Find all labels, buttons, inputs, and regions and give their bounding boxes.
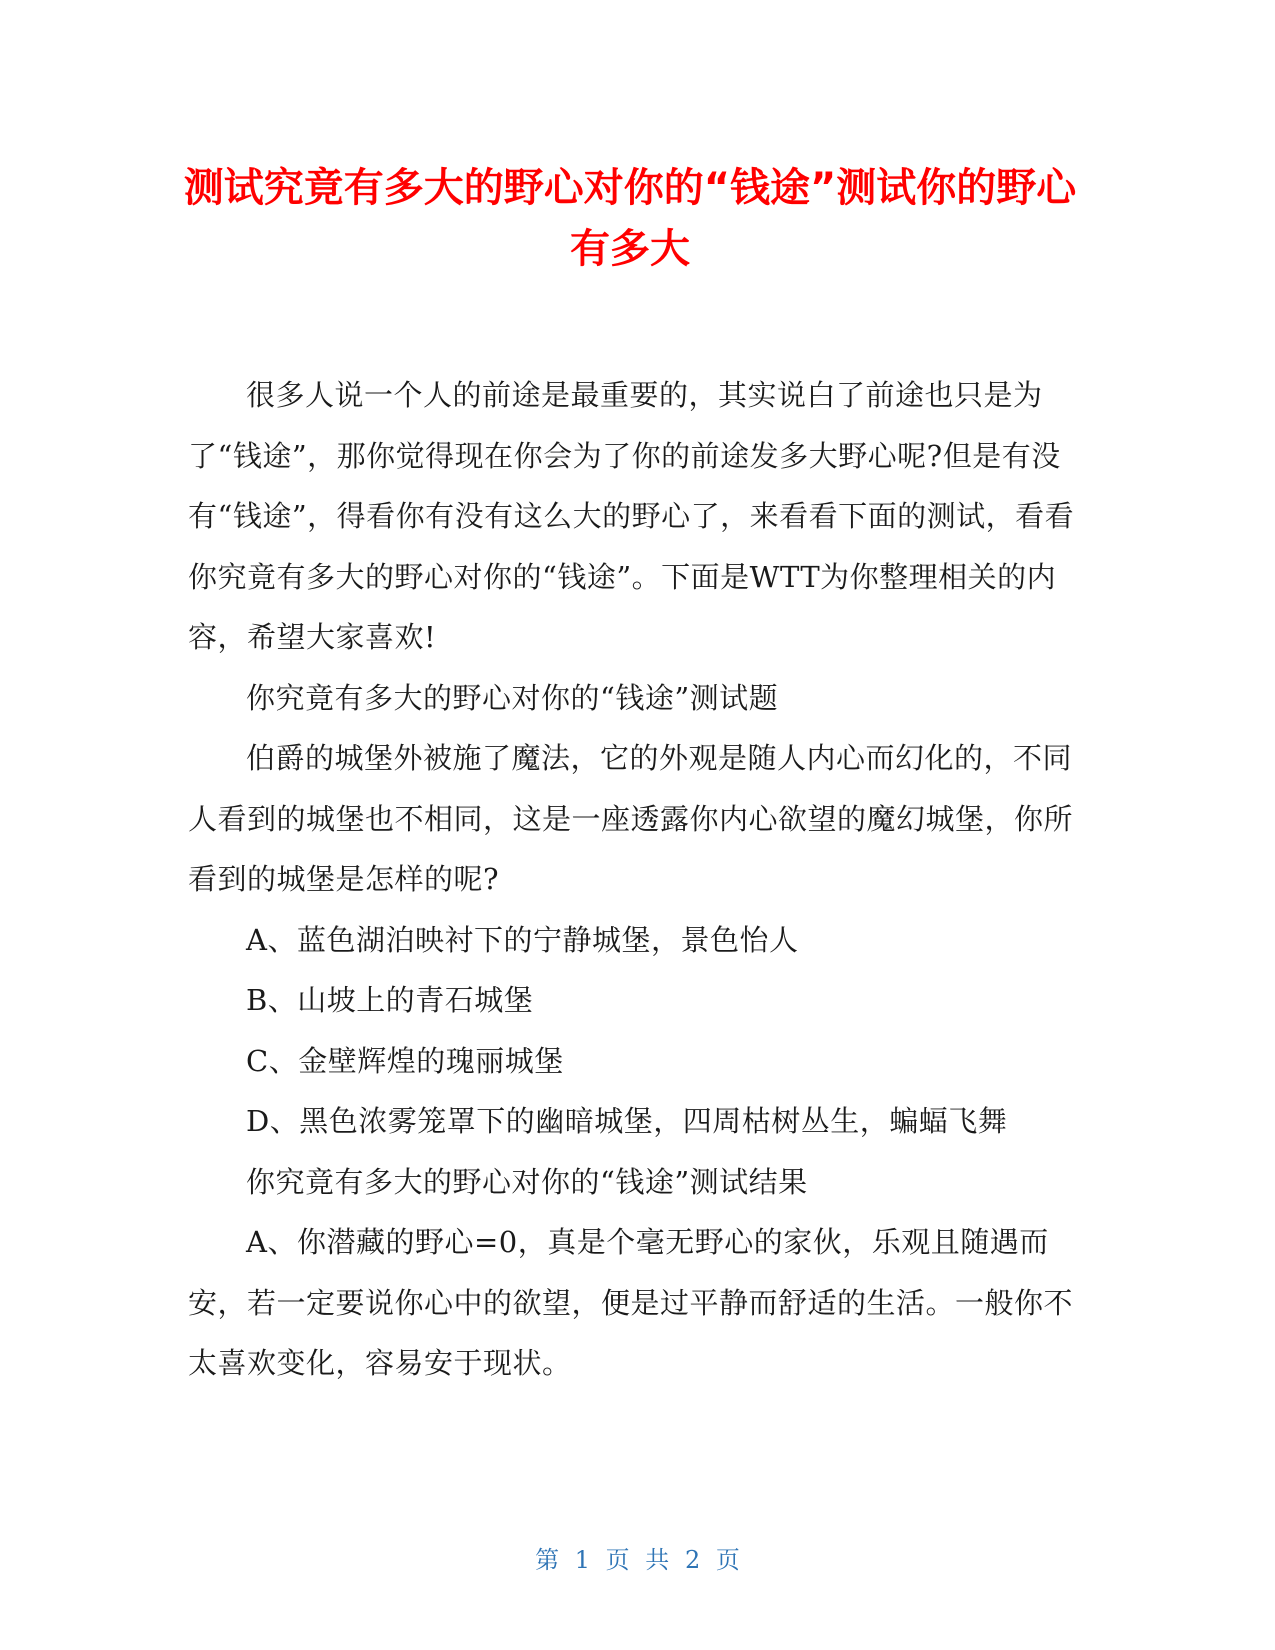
option-d: D、黑色浓雾笼罩下的幽暗城堡，四周枯树丛生，蝙蝠飞舞 xyxy=(246,1104,1008,1138)
result-a-paragraph: A、你潜藏的野心=0，真是个毫无野心的家伙，乐观且随遇而安，若一定要说你心中的欲望，便是过平静而舒适的生活。一般你不太喜欢变化，容易安于现状。 xyxy=(188,1225,1074,1380)
page-number-footer: 第 1 页 共 2 页 xyxy=(535,1546,740,1574)
option-a: A、蓝色湖泊映衬下的宁静城堡，景色怡人 xyxy=(246,922,799,957)
option-b: B、山坡上的青石城堡 xyxy=(246,983,534,1017)
document-title: 测试究竟有多大的野心对你的“钱途”测试你的野心有多大 xyxy=(183,165,1077,272)
question-paragraph: 伯爵的城堡外被施了魔法，它的外观是随人内心而幻化的，不同人看到的城堡也不相同，这是一座透露你内心欲望的魔幻城堡，你所看到的城堡是怎样的呢? xyxy=(188,741,1074,896)
option-c: C、金壁辉煌的瑰丽城堡 xyxy=(246,1043,564,1078)
document-body xyxy=(188,365,1076,1394)
question-heading: 你究竟有多大的野心对你的“钱途”测试题 xyxy=(246,680,779,715)
intro-paragraph: 很多人说一个人的前途是最重要的，其实说白了前途也只是为了“钱途”，那你觉得现在你会为了你的前途发多大野心呢?但是有没有“钱途”，得看你有没有这么大的野心了，来看看下面的测试，看看你究竟有多大的野心对你的“钱途”。下面是WTT为你整理相关的内容，希望大家喜欢! xyxy=(188,378,1075,654)
result-heading: 你究竟有多大的野心对你的“钱途”测试结果 xyxy=(246,1164,808,1199)
